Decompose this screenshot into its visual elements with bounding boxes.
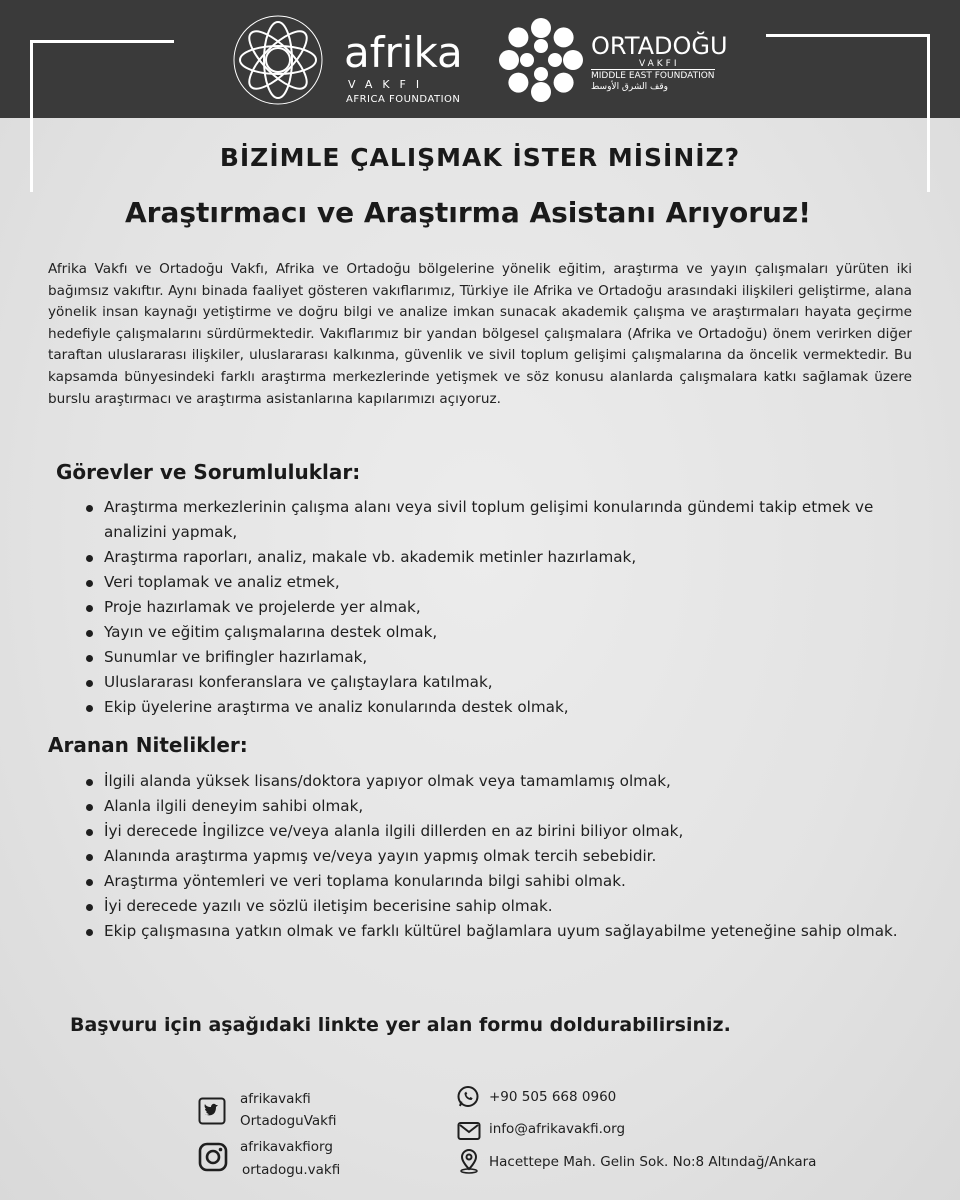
mail-icon xyxy=(457,1121,481,1141)
twitter-icon xyxy=(198,1097,226,1125)
qualifications-list xyxy=(80,769,928,944)
header-band xyxy=(0,0,960,118)
apply-instruction: Başvuru için aşağıdaki linkte yer alan formu doldurabilirsiniz. xyxy=(70,1014,731,1036)
phone-number[interactable]: +90 505 668 0960 xyxy=(489,1089,617,1105)
intro-paragraph: Afrika Vakfı ve Ortadoğu Vakfı, Afrika ve Ortadoğu bölgelerine yönelik eğitim, araştırma ve yayın çalışmaları yürüten iki bağımsız vakıftır. Aynı binada faaliyet gösteren vakıflarımız, Türkiye ile Afrika ve Ortadoğu arasındaki ilişkileri geliştirme, alana yönelik insan kaynağı yetiştirme ve doğru bilgi ve analize imkan sunacak akademik çalışma ve araştırmaları hayata geçirme hedefiyle çalışmalarını sürdürmektedir. Vakıflarımız bir yandan bölgesel çalışmalara (Afrika ve Ortadoğu) önem verirken diğer taraftan uluslararası ilişkiler, uluslararası kalkınma, güvenlik ve sivil toplum gelişimi çalışmalarına da öncelik vermektedir. Bu kapsamda bünyesindeki farklı araştırma merkezlerinde yetişmek ve söz konusu alanlarda çalışmalara katkı sağlamak üzere burslu araştırmacı ve araştırma asistanlarına kapılarımızı açıyoruz. xyxy=(48,261,912,407)
afrika-logo-name: afrika xyxy=(344,28,463,77)
afrika-vakfi-logo xyxy=(222,10,472,110)
instagram-icon xyxy=(198,1142,228,1172)
page-title: BİZİMLE ÇALIŞMAK İSTER MİSİNİZ? xyxy=(219,143,741,172)
list-item: Ekip çalışmasına yatkın olmak ve farklı kültürel bağlamlara uyum sağlayabilme yeteneğine sahip olmak. xyxy=(80,919,928,944)
ortadogu-logo-arabic: وقف الشرق الأوسط xyxy=(591,82,668,92)
frame-right-top xyxy=(766,34,930,37)
instagram-handle-afrika[interactable]: afrikavakfiorg xyxy=(240,1139,333,1155)
ortadogu-logo-name: ORTADOĞU xyxy=(591,32,728,60)
instagram-handle-ortadogu[interactable]: ortadogu.vakfi xyxy=(242,1162,341,1178)
frame-left-top xyxy=(30,40,174,43)
ortadogu-logo-english: MIDDLE EAST FOUNDATION xyxy=(591,71,715,81)
list-item: Yayın ve eğitim çalışmalarına destek olmak, xyxy=(80,620,928,645)
list-item: Proje hazırlamak ve projelerde yer almak, xyxy=(80,595,928,620)
afrika-logo-vakfi: VAKFI xyxy=(348,78,430,91)
afrika-logo-english: AFRICA FOUNDATION xyxy=(346,94,461,105)
list-item: Sunumlar ve brifingler hazırlamak, xyxy=(80,645,928,670)
whatsapp-icon xyxy=(456,1085,480,1109)
location-pin-icon xyxy=(457,1148,481,1174)
list-item: Ekip üyelerine araştırma ve analiz konularında destek olmak, xyxy=(80,695,928,720)
duties-list xyxy=(80,495,928,720)
list-item: İyi derecede yazılı ve sözlü iletişim becerisine sahip olmak. xyxy=(80,894,928,919)
email-address[interactable]: info@afrikavakfi.org xyxy=(489,1121,626,1137)
ortadogu-logo-vakfi: VAKFI xyxy=(639,59,680,69)
list-item: Alanında araştırma yapmış ve/veya yayın yapmış olmak tercih sebebidir. xyxy=(80,844,928,869)
list-item: Araştırma yöntemleri ve veri toplama konularında bilgi sahibi olmak. xyxy=(80,869,928,894)
page-subtitle: Araştırmacı ve Araştırma Asistanı Arıyoruz! xyxy=(124,196,811,229)
list-item: Uluslararası konferanslara ve çalıştaylara katılmak, xyxy=(80,670,928,695)
list-item: Araştırma raporları, analiz, makale vb. akademik metinler hazırlamak, xyxy=(80,545,928,570)
twitter-handle-ortadogu[interactable]: OrtadoguVakfi xyxy=(240,1113,337,1129)
ortadogu-star-icon xyxy=(495,14,587,106)
list-item: Alanla ilgili deneyim sahibi olmak, xyxy=(80,794,928,819)
list-item: Veri toplamak ve analiz etmek, xyxy=(80,570,928,595)
list-item: İlgili alanda yüksek lisans/doktora yapıyor olmak veya tamamlamış olmak, xyxy=(80,769,928,794)
postal-address: Hacettepe Mah. Gelin Sok. No:8 Altındağ/Ankara xyxy=(489,1154,817,1170)
ortadogu-vakfi-logo xyxy=(495,14,735,110)
list-item: İyi derecede İngilizce ve/veya alanla ilgili dillerden en az birini biliyor olmak, xyxy=(80,819,928,844)
afrika-flower-icon xyxy=(222,10,334,110)
duties-heading: Görevler ve Sorumluluklar: xyxy=(56,460,361,484)
list-item: Araştırma merkezlerinin çalışma alanı veya sivil toplum gelişimi konularında gündemi takip etmek ve analizini yapmak, xyxy=(80,495,928,545)
twitter-handle-afrika[interactable]: afrikavakfi xyxy=(240,1091,311,1107)
qualifications-heading: Aranan Nitelikler: xyxy=(48,733,248,757)
